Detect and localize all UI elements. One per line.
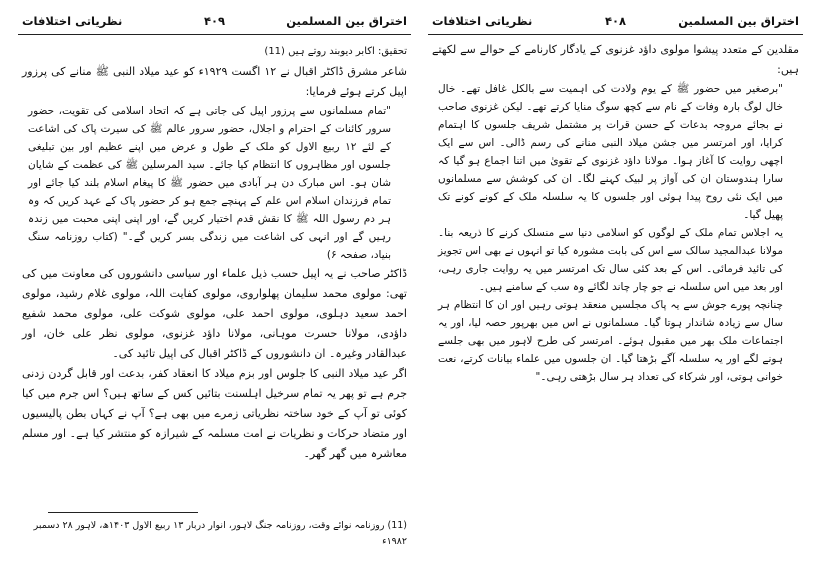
running-title: اختراق بین المسلمین <box>678 14 799 28</box>
block-quote: چنانچہ پورے جوش سے یہ پاک مجلسیں منعقد ہوتی رہیں اور ان کا انتظام ہر سال سے زیادہ شاندار ہوتا گیا۔ مسلمانوں نے اس میں بھرپور حصہ لیا، اور یہ اجتماعات ملک بھر میں مقبول ہوئے۔ امرتسر کی طرح لاہور میں بھی جلسے ہونے لگے اور یہ سلسلہ آگے بڑھتا گیا۔ ان جلسوں میں علماء بیانات کرتے، نعت خوانی ہوتی، اور شرکاء کی تعداد ہر سال بڑھتی رہی۔" <box>438 299 783 383</box>
page-number: ۴۰۸ <box>604 14 627 28</box>
subheading: تحقیق: اکابر دیوبند روتے ہیں (11) <box>264 46 407 57</box>
right-page-body <box>432 40 799 386</box>
page-number: ۴۰۹ <box>203 14 226 28</box>
right-page-header <box>428 10 803 35</box>
block-quote: "تمام مسلمانوں سے پرزور اپیل کی جاتی ہے کہ اتحاد اسلامی کی تقویت، حضور سرور کائنات کے احترام و اجلال، حضور سرور عالم ﷺ کی سیرت پاک کی اشاعت کے لئے ۱۲ ربیع الاول کو ملک کے طول و عرض میں اپنے عظیم اور بین تبلیغی جلسوں اور مظاہروں کا انتظام کیا جائے۔ سید المرسلین ﷺ کی عظمت کے شایان شان ہو۔ اس مبارک دن ہر آبادی میں حضور ﷺ کا پیغام اسلام بلند کیا جائے اور تمام فرزندان اسلام اس علم کے پہنچے جمع ہو کر حضور پاک کے عہد کریں کہ وہ ہر دم رسول اللہ ﷺ کا نقش قدم اختیار کریں گے، اور اپنی اپنی محبت میں زندہ رہیں گے اور انہی کی اشاعت میں زندگی بسر کریں گے۔" (کتاب روزنامہ سنگ بنیاد، صفحہ ۶) <box>28 105 391 261</box>
block-quote: "برصغیر میں حضور ﷺ کے یوم ولادت کی اہمیت سے بالکل غافل تھے۔ خال خال لوگ بارہ وفات کے نام سے کچھ سوگ منایا کرتے تھے۔ لیکن غزنوی صاحب نے بجائے مروجہ بدعات کے حسن قرات پر مشتمل شریف جلسوں کا اہتمام کرایا، اور امرتسر میں جشن میلاد النبی منانے کی رسم ڈالی۔ اس سے ایک اچھی روایت کا آغاز ہوا۔ مولانا داؤد غزنوی کے تقویٰ میں اتنا اجماع ہو گیا کہ سارا ہندوستان ان کی آواز پر لبیک کہنے لگا۔ ان کی کوشش سے مسلمانوں میں ایک نئی روح پیدا ہوئی اور جلسوں کا یہ سلسلہ ملک کے کونے کونے تک پھیل گیا۔ <box>438 83 783 221</box>
section-title: نظریاتی اختلافات <box>432 14 533 28</box>
paragraph: شاعر مشرق ڈاکٹر اقبال نے ۱۲ اگست ۱۹۲۹ء کو عید میلاد النبی ﷺ منانے کی پرزور اپیل کرتے ہوئے فرمایا: <box>22 65 407 98</box>
section-title: نظریاتی اختلافات <box>22 14 123 28</box>
left-page-header <box>18 10 411 35</box>
running-title: اختراق بین المسلمین <box>286 14 407 28</box>
right-page <box>428 0 803 578</box>
footnote: (11) روزنامہ نوائے وقت، روزنامہ جنگ لاہور، انوار دربار ۱۳ ربیع الاول ۱۴۰۳ھ، لاہور ۲۸ دسمبر ۱۹۸۲ء <box>33 520 407 547</box>
paragraph: اگر عید میلاد النبی کا جلوس اور بزم میلاد کا انعقاد کفر، بدعت اور قابل گردن زدنی جرم ہے تو پھر یہ تمام سرخیل اہلسنت بتائیں کس کے ساتھ ہیں؟ اس جرم میں کیا کوئی تو آپ کے خود ساختہ نظریاتی زمرے میں بھی ہے؟ آپ نے کہاں بطن پالیسیوں اور متضاد حرکات و نظریات نے امت مسلمہ کے شیرازہ کو منتشر کیا ہے۔ اور مسلم معاشرہ میں گھر گھر۔ <box>22 367 407 460</box>
footnote-divider <box>48 512 198 513</box>
left-page <box>18 0 411 578</box>
left-page-body <box>22 42 407 464</box>
paragraph: مقلدین کے متعدد پیشوا مولوی داؤد غزنوی کے یادگار کارنامے کے حوالے سے لکھتے ہیں: <box>432 43 799 76</box>
block-quote: یہ اجلاس تمام ملک کے لوگوں کو اسلامی دنیا سے منسلک کرنے کا ذریعہ بنا۔ مولانا عبدالمجید سالک سے اس کی بابت مشورہ کیا تو انہوں نے بھی اس تجویز کی تائید فرمائی۔ اس کے بعد کئی سال تک امرتسر میں یہ روایت جاری رہی، اور بعد میں اس سلسلہ نے جو چار چاند لگائے وہ سب کے سامنے ہیں۔ <box>438 227 783 293</box>
paragraph: ڈاکٹر صاحب نے یہ اپیل حسب ذیل علماء اور سیاسی دانشوروں کی معاونت میں کی تھی: مولوی محمد سلیمان پھلواروی، مولوی کفایت اللہ، مولوی غلام رشید، مولوی احمد سعید دہلوی، مولوی احمد علی، مولوی شوکت علی، مولوی محمد شفیع داؤدی، مولانا حسرت موہانی، مولانا داؤد غزنوی، مولوی نظر علی خان، اور عبدالقادر وغیرہ۔ ان دانشوروں کے ڈاکٹر اقبال کی اپیل تائید کی۔ <box>22 267 407 360</box>
